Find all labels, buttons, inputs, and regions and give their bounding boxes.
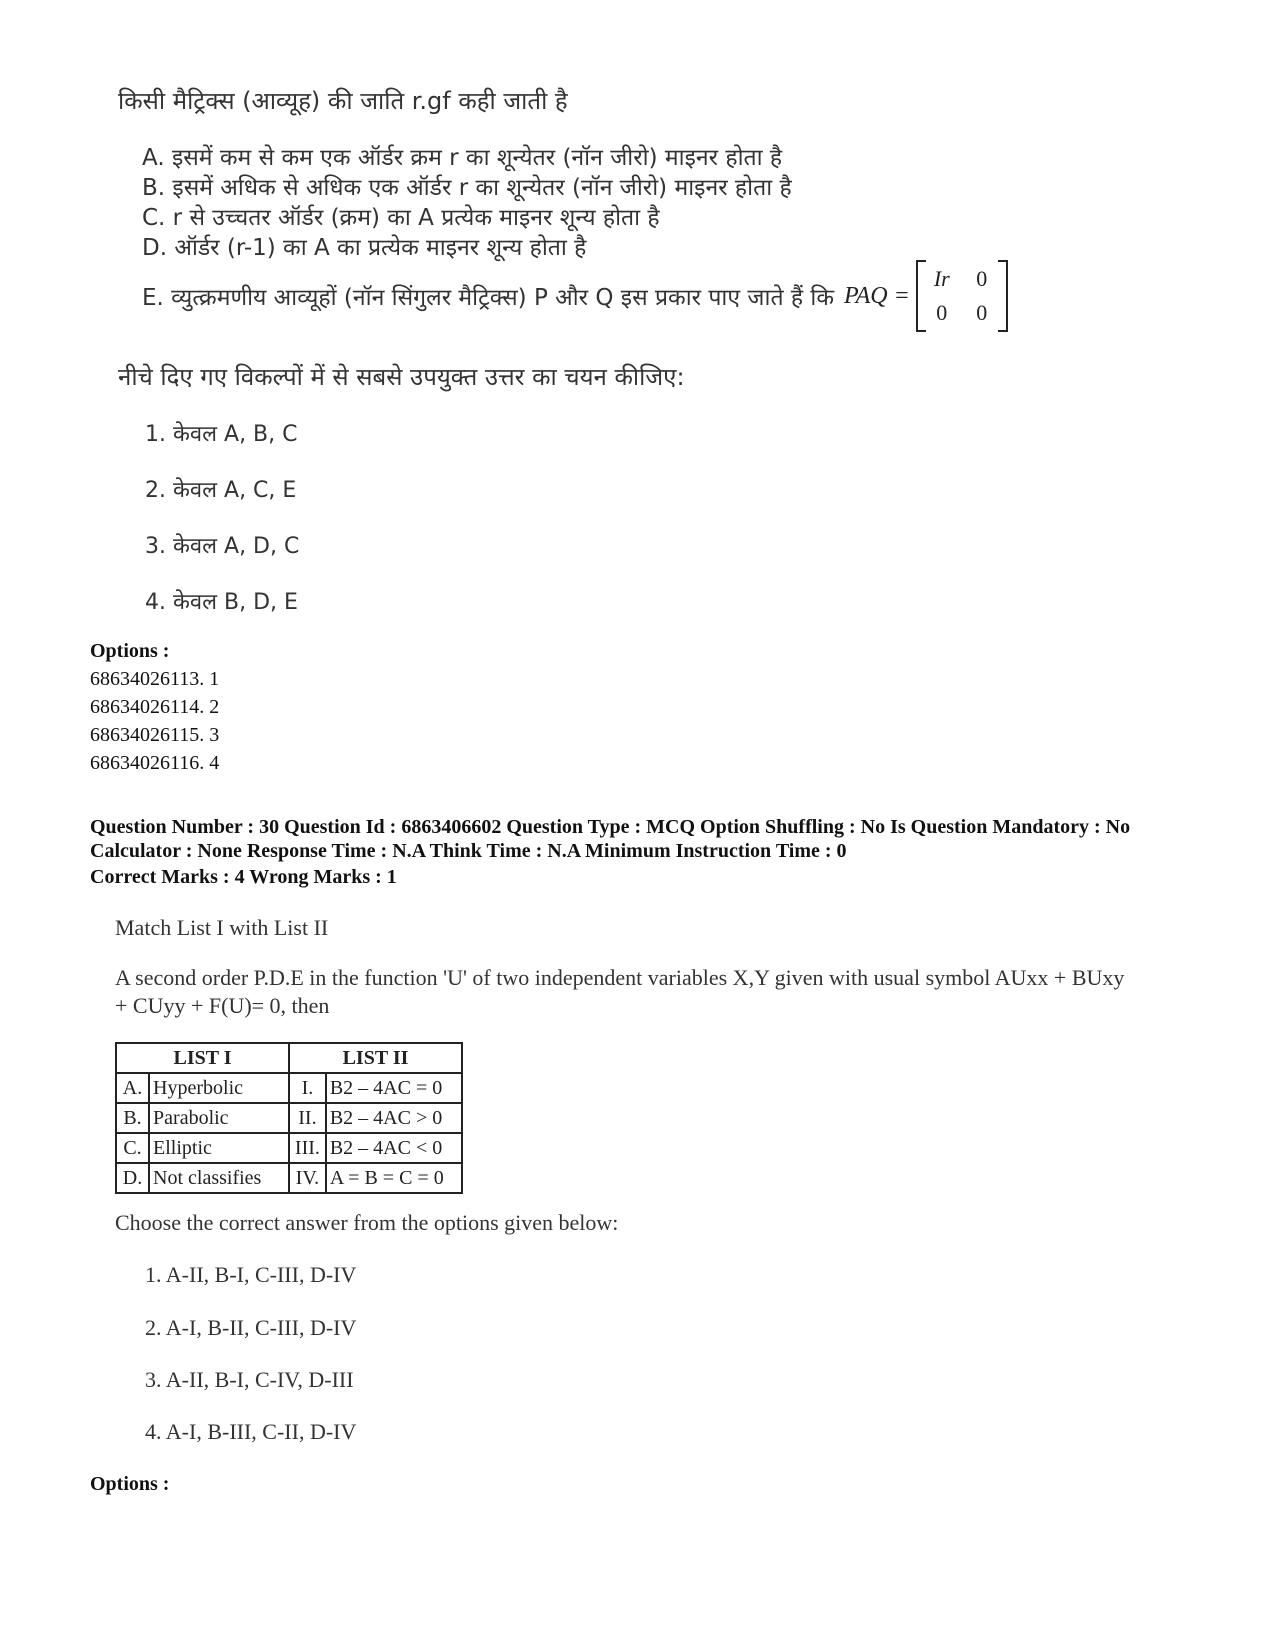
question-meta: Question Number : 30 Question Id : 6863406602 Question Type : MCQ Option Shuffling : No Is Question Mandatory : No Calculator : None Response Time : N.A Think Time : N.A Minimum Instruction Time : 0 <box>90 816 1131 862</box>
question-marks: Correct Marks : 4 Wrong Marks : 1 <box>90 866 397 888</box>
table-cell: A = B = C = 0 <box>326 1163 462 1193</box>
answer-choice: 4. केवल B, D, E <box>145 590 298 615</box>
statement-e-text: E. व्युत्क्रमणीय आव्यूहों (नॉन सिंगुलर मैट्रिक्स) P और Q इस प्रकार पाए जाते हैं कि <box>142 285 835 311</box>
table-row <box>116 1163 462 1193</box>
paq-label: PAQ = <box>844 282 910 309</box>
table-row <box>116 1133 462 1163</box>
answer-choice: 2. A-I, B-II, C-III, D-IV <box>145 1315 357 1340</box>
statement-d: D. ऑर्डर (r-1) का A का प्रत्येक माइनर शून्य होता है <box>142 235 587 261</box>
table-cell: B2 – 4AC = 0 <box>326 1073 462 1103</box>
table-cell: Hyperbolic <box>149 1073 289 1103</box>
table-cell: I. <box>289 1073 326 1103</box>
table-cell: Not classifies <box>149 1163 289 1193</box>
match-instruction: Match List I with List II <box>115 915 329 940</box>
table-cell: C. <box>116 1133 149 1163</box>
answer-choice: 4. A-I, B-III, C-II, D-IV <box>145 1419 357 1444</box>
statement-b: B. इसमें अधिक से अधिक एक ऑर्डर r का शून्येतर (नॉन जीरो) माइनर होता है <box>142 175 792 201</box>
table-cell: D. <box>116 1163 149 1193</box>
option-id: 68634026114. 2 <box>90 696 220 718</box>
table-cell: B. <box>116 1103 149 1133</box>
question-intro: किसी मैट्रिक्स (आव्यूह) की जाति r.gf कही जाती है <box>118 87 568 115</box>
table-cell: Elliptic <box>149 1133 289 1163</box>
table-cell: II. <box>289 1103 326 1133</box>
table-cell: III. <box>289 1133 326 1163</box>
answer-choice: 3. A-II, B-I, C-IV, D-III <box>145 1367 354 1392</box>
answer-choice: 1. A-II, B-I, C-III, D-IV <box>145 1262 357 1287</box>
table-row <box>116 1073 462 1103</box>
table-cell: IV. <box>289 1163 326 1193</box>
matrix <box>916 262 1008 330</box>
choose-instruction: नीचे दिए गए विकल्पों में से सबसे उपयुक्त उत्तर का चयन कीजिए: <box>118 363 685 391</box>
option-id: 68634026113. 1 <box>90 668 220 690</box>
matrix-cell: 0 <box>976 266 988 291</box>
matrix-cell: 0 <box>976 300 988 325</box>
choose-instruction: Choose the correct answer from the options given below: <box>115 1210 619 1235</box>
table-cell: B2 – 4AC > 0 <box>326 1103 462 1133</box>
paq-equation <box>844 262 1008 330</box>
answer-choice: 2. केवल A, C, E <box>145 478 297 503</box>
table-row <box>116 1103 462 1133</box>
table-cell: B2 – 4AC < 0 <box>326 1133 462 1163</box>
option-id: 68634026115. 3 <box>90 724 220 746</box>
options-label: Options : <box>90 640 170 662</box>
statement-e <box>142 262 1008 330</box>
matrix-cell: Ir <box>933 266 950 291</box>
matrix-cell: 0 <box>936 300 948 325</box>
table-cell: A. <box>116 1073 149 1103</box>
statement-a: A. इसमें कम से कम एक ऑर्डर क्रम r का शून्येतर (नॉन जीरो) माइनर होता है <box>142 145 783 171</box>
table-cell: Parabolic <box>149 1103 289 1133</box>
statement-c: C. r से उच्चतर ऑर्डर (क्रम) का A प्रत्येक माइनर शून्य होता है <box>142 205 660 231</box>
table-header: LIST II <box>289 1043 462 1073</box>
pde-statement: A second order P.D.E in the function 'U' of two independent variables X,Y given with usual symbol AUxx + BUxy + CUyy + F(U)= 0, then <box>115 965 1125 1018</box>
option-id: 68634026116. 4 <box>90 752 220 774</box>
options-label: Options : <box>90 1473 170 1495</box>
match-table <box>115 1042 463 1194</box>
answer-choice: 3. केवल A, D, C <box>145 534 300 559</box>
table-header: LIST I <box>116 1043 289 1073</box>
answer-choice: 1. केवल A, B, C <box>145 422 298 447</box>
